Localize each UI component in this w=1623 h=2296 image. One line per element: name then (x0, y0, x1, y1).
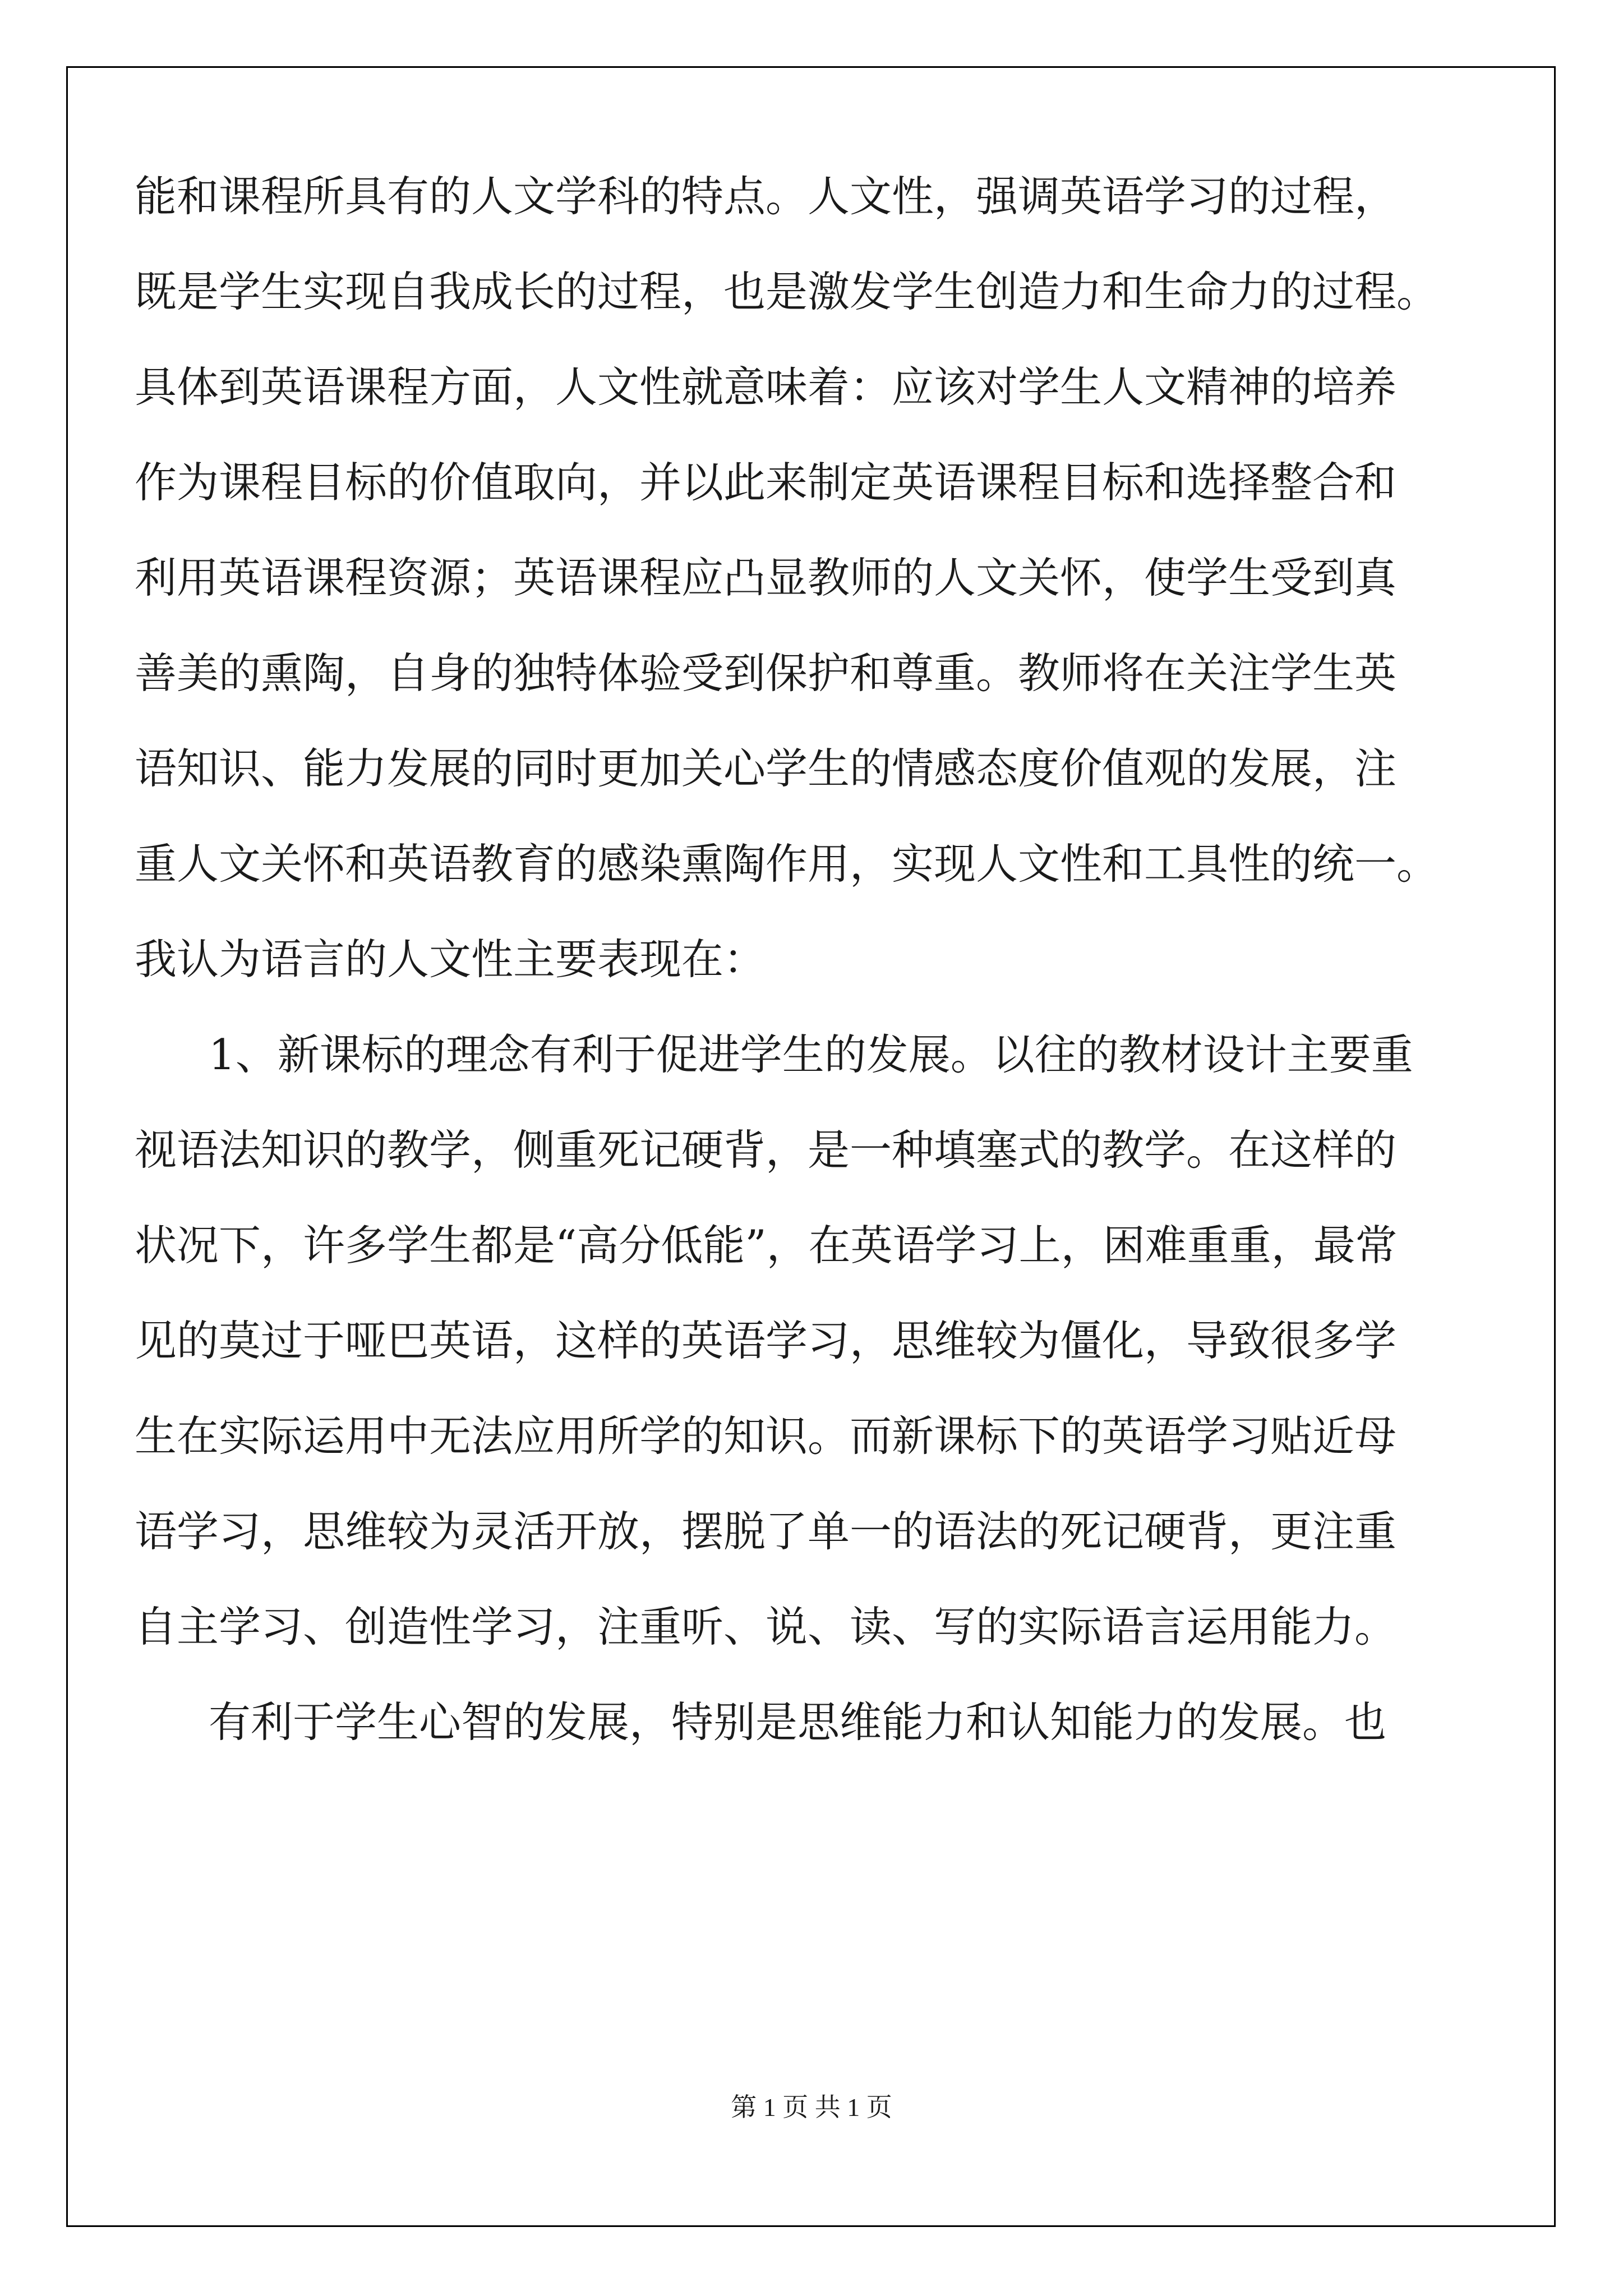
document-body (135, 149, 1492, 1770)
paragraph-first-line: 有利于学生心智的发展，特别是思维能力和认知能力的发展。也 (209, 1697, 1387, 1747)
text-line: 自主学习、创造性学习，注重听、说、读、写的实际语言运用能力。 (135, 1602, 1397, 1651)
text-line: 善美的熏陶，自身的独特体验受到保护和尊重。教师将在关注学生英 (135, 648, 1397, 698)
text-line: 既是学生实现自我成长的过程，也是激发学生创造力和生命力的过程。 (135, 267, 1439, 316)
text-line: 具体到英语课程方面，人文性就意味着：应该对学生人文精神的培养 (135, 362, 1397, 412)
text-line: 利用英语课程资源；英语课程应凸显教师的人文关怀，使学生受到真 (135, 553, 1397, 602)
text-line: 我认为语言的人文性主要表现在： (135, 935, 766, 984)
text-line: 语知识、能力发展的同时更加关心学生的情感态度价值观的发展，注 (135, 744, 1397, 793)
text-line: 状况下，许多学生都是“高分低能”，在英语学习上，困难重重，最常 (135, 1221, 1398, 1270)
text-line: 见的莫过于哑巴英语，这样的英语学习，思维较为僵化，导致很多学 (135, 1316, 1397, 1365)
text-line: 生在实际运用中无法应用所学的知识。而新课标下的英语学习贴近母 (135, 1411, 1397, 1461)
text-line: 语学习，思维较为灵活开放，摆脱了单一的语法的死记硬背，更注重 (135, 1507, 1397, 1556)
text-line: 视语法知识的教学，侧重死记硬背，是一种填塞式的教学。在这样的 (135, 1125, 1397, 1175)
text-line: 重人文关怀和英语教育的感染熏陶作用，实现人文性和工具性的统一。 (135, 839, 1439, 889)
page-number-footer: 第 1 页 共 1 页 (731, 2093, 892, 2122)
text-line: 能和课程所具有的人文学科的特点。人文性，强调英语学习的过程， (135, 172, 1397, 221)
text-line: 作为课程目标的价值取向，并以此来制定英语课程目标和选择整合和 (135, 458, 1397, 507)
paragraph-first-line: 1、新课标的理念有利于促进学生的发展。以往的教材设计主要重 (209, 1030, 1413, 1079)
